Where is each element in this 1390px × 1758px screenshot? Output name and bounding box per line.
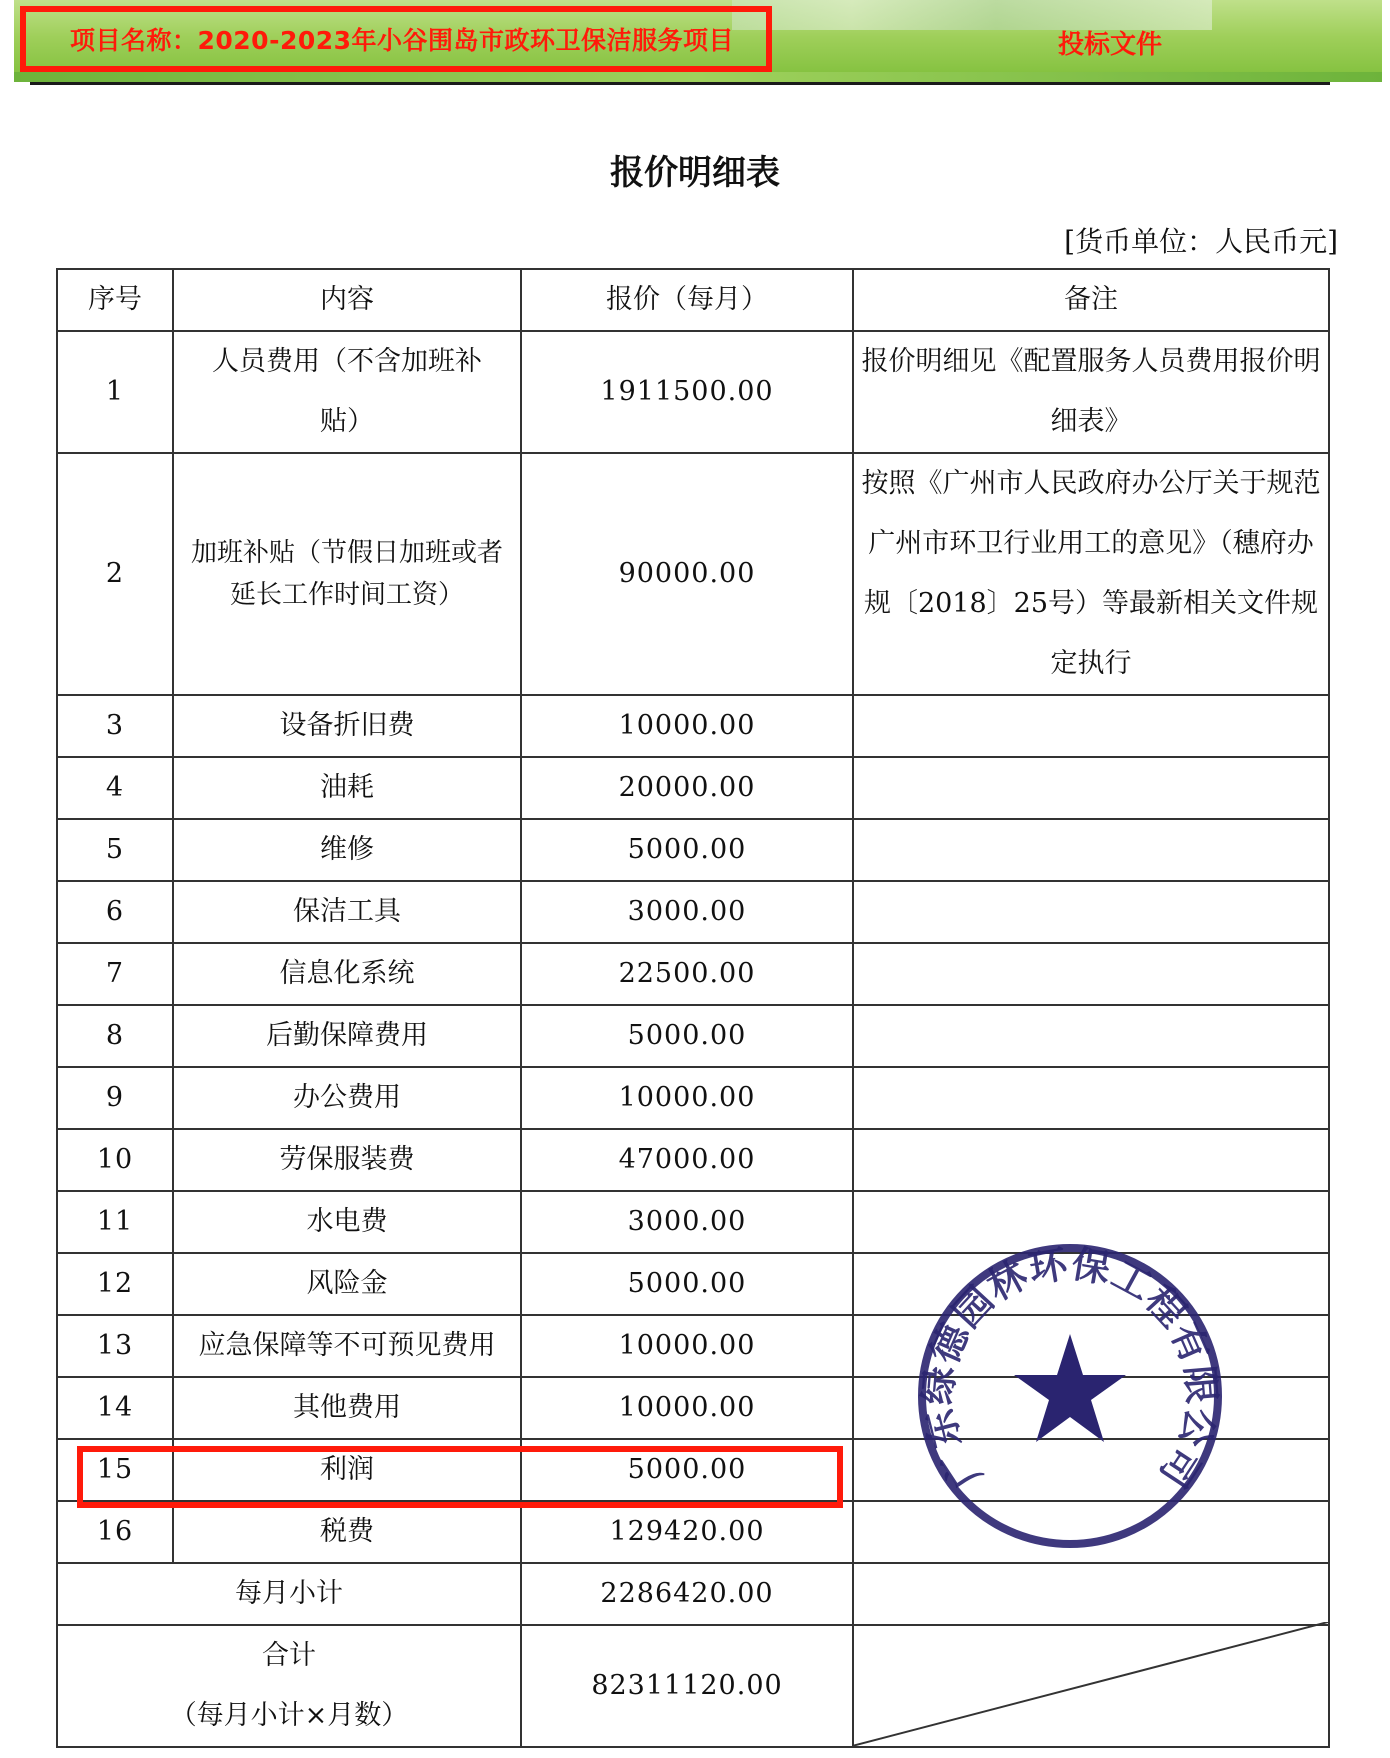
row-no: 7 xyxy=(57,943,173,1005)
total-price: 82311120.00 xyxy=(521,1625,853,1747)
row-no: 4 xyxy=(57,757,173,819)
row-no: 16 xyxy=(57,1501,173,1563)
table-row xyxy=(57,1377,1329,1439)
table-row xyxy=(57,819,1329,881)
row-no: 10 xyxy=(57,1129,173,1191)
total-note xyxy=(853,1625,1329,1747)
row-content: 劳保服装费 xyxy=(173,1129,521,1191)
row-note xyxy=(853,1005,1329,1067)
header-divider xyxy=(30,82,1330,85)
row-price: 10000.00 xyxy=(521,1315,853,1377)
table-row xyxy=(57,1501,1329,1563)
row-no: 5 xyxy=(57,819,173,881)
row-content: 办公费用 xyxy=(173,1067,521,1129)
row-content: 水电费 xyxy=(173,1191,521,1253)
subtotal-label: 每月小计 xyxy=(57,1563,521,1625)
row-note xyxy=(853,1501,1329,1563)
row-note xyxy=(853,695,1329,757)
table-row xyxy=(57,943,1329,1005)
row-note xyxy=(853,1191,1329,1253)
col-header-price: 报价（每月） xyxy=(521,269,853,331)
row-note xyxy=(853,1067,1329,1129)
row-no: 9 xyxy=(57,1067,173,1129)
table-row xyxy=(57,1067,1329,1129)
row-content: 其他费用 xyxy=(173,1377,521,1439)
subtotal-row xyxy=(57,1563,1329,1625)
row-no: 12 xyxy=(57,1253,173,1315)
row-price: 90000.00 xyxy=(521,453,853,695)
row-no: 11 xyxy=(57,1191,173,1253)
row-price: 22500.00 xyxy=(521,943,853,1005)
col-header-note: 备注 xyxy=(853,269,1329,331)
row-price: 10000.00 xyxy=(521,1067,853,1129)
table-row xyxy=(57,1191,1329,1253)
subtotal-note xyxy=(853,1563,1329,1625)
subtotal-price: 2286420.00 xyxy=(521,1563,853,1625)
row-price: 129420.00 xyxy=(521,1501,853,1563)
row-note xyxy=(853,881,1329,943)
row-price: 3000.00 xyxy=(521,881,853,943)
row-price: 47000.00 xyxy=(521,1129,853,1191)
row-note: 按照《广州市人民政府办公厅关于规范广州市环卫行业用工的意见》（穗府办规〔2018〕25号）等最新相关文件规定执行 xyxy=(853,453,1329,695)
page-title: 报价明细表 xyxy=(610,153,780,193)
row-content: 加班补贴（节假日加班或者延长工作时间工资） xyxy=(173,453,521,695)
row-price: 10000.00 xyxy=(521,695,853,757)
row-price: 5000.00 xyxy=(521,1253,853,1315)
row-no: 14 xyxy=(57,1377,173,1439)
row-content: 信息化系统 xyxy=(173,943,521,1005)
table-row xyxy=(57,1005,1329,1067)
total-label-cell xyxy=(57,1625,521,1747)
table-row xyxy=(57,331,1329,453)
table-row xyxy=(57,1315,1329,1377)
row-content: 设备折旧费 xyxy=(173,695,521,757)
table-row xyxy=(57,695,1329,757)
row-content: 保洁工具 xyxy=(173,881,521,943)
row-no: 15 xyxy=(57,1439,173,1501)
row-no: 3 xyxy=(57,695,173,757)
row-no: 6 xyxy=(57,881,173,943)
row-no: 13 xyxy=(57,1315,173,1377)
row-content: 利润 xyxy=(173,1439,521,1501)
row-price: 20000.00 xyxy=(521,757,853,819)
currency-note: [货币单位：人民币元] xyxy=(1064,225,1338,258)
table-row-highlighted xyxy=(57,1439,1329,1501)
table-row xyxy=(57,757,1329,819)
seal-text: 广东绿德园林环保工程有限公司 xyxy=(916,1242,1224,1497)
row-price: 10000.00 xyxy=(521,1377,853,1439)
row-content: 风险金 xyxy=(173,1253,521,1315)
row-note xyxy=(853,1377,1329,1439)
table-row xyxy=(57,1253,1329,1315)
total-label: 合计 xyxy=(262,1640,316,1671)
row-note: 报价明细见《配置服务人员费用报价明细表》 xyxy=(853,331,1329,453)
project-title: 项目名称：2020-2023年小谷围岛市政环卫保洁服务项目 xyxy=(20,6,772,72)
row-content: 人员费用（不含加班补贴） xyxy=(173,331,521,453)
row-content: 油耗 xyxy=(173,757,521,819)
row-price: 1911500.00 xyxy=(521,331,853,453)
quote-table xyxy=(56,268,1330,1748)
row-price: 3000.00 xyxy=(521,1191,853,1253)
row-content: 后勤保障费用 xyxy=(173,1005,521,1067)
doc-type-label: 投标文件 xyxy=(1057,30,1162,60)
row-no: 1 xyxy=(57,331,173,453)
row-content: 应急保障等不可预见费用 xyxy=(173,1315,521,1377)
row-price: 5000.00 xyxy=(521,1439,853,1501)
row-content: 税费 xyxy=(173,1501,521,1563)
row-note xyxy=(853,1315,1329,1377)
row-note xyxy=(853,1129,1329,1191)
row-note xyxy=(853,1439,1329,1501)
total-sublabel: （每月小计×月数） xyxy=(169,1700,409,1731)
table-row xyxy=(57,453,1329,695)
row-content: 维修 xyxy=(173,819,521,881)
row-note xyxy=(853,943,1329,1005)
row-no: 2 xyxy=(57,453,173,695)
table-row xyxy=(57,881,1329,943)
table-header-row xyxy=(57,269,1329,331)
row-price: 5000.00 xyxy=(521,1005,853,1067)
row-note xyxy=(853,1253,1329,1315)
banner-strip xyxy=(14,72,1382,82)
col-header-no: 序号 xyxy=(57,269,173,331)
row-price: 5000.00 xyxy=(521,819,853,881)
row-note xyxy=(853,757,1329,819)
total-row xyxy=(57,1625,1329,1747)
table-row xyxy=(57,1129,1329,1191)
col-header-content: 内容 xyxy=(173,269,521,331)
row-no: 8 xyxy=(57,1005,173,1067)
row-note xyxy=(853,819,1329,881)
